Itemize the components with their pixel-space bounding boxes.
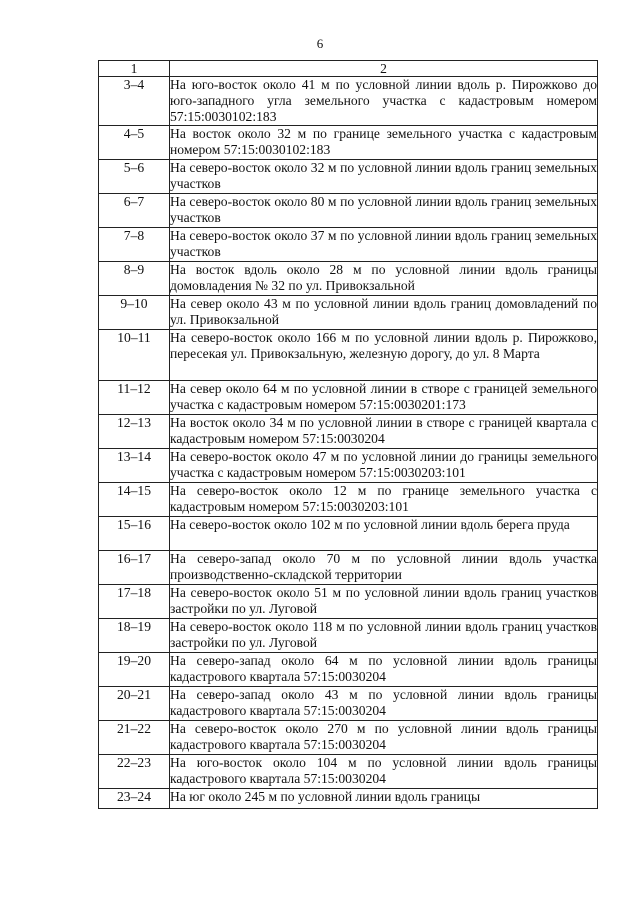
page-number: 6 <box>316 36 324 51</box>
table-row <box>99 160 598 194</box>
boundary-description-table <box>98 60 598 809</box>
table-row <box>99 449 598 483</box>
segment-cell: 19–20 <box>99 653 170 687</box>
description-cell: На северо-восток около 32 м по условной линии вдоль границ земельных участков <box>170 160 598 194</box>
segment-cell: 15–16 <box>99 517 170 551</box>
description-cell: На северо-запад около 64 м по условной линии вдоль границы кадастрового квартала 57:15:0030204 <box>170 653 598 687</box>
table-row <box>99 619 598 653</box>
table-row <box>99 721 598 755</box>
table-row <box>99 755 598 789</box>
description-cell: На северо-запад около 70 м по условной линии вдоль участка производственно-складской территории <box>170 551 598 585</box>
description-cell: На север около 43 м по условной линии вдоль границ домовладений по ул. Привокзальной <box>170 296 598 330</box>
segment-cell: 4–5 <box>99 126 170 160</box>
description-cell: На восток вдоль около 28 м по условной линии вдоль границы домовладения № 32 по ул. Привокзальной <box>170 262 598 296</box>
table-row <box>99 483 598 517</box>
segment-cell: 10–11 <box>99 330 170 381</box>
description-cell: На восток около 32 м по границе земельного участка с кадастровым номером 57:15:0030102:183 <box>170 126 598 160</box>
description-cell: На северо-восток около 12 м по границе земельного участка с кадастровым номером 57:15:0030203:101 <box>170 483 598 517</box>
description-cell: На северо-восток около 118 м по условной линии вдоль границ участков застройки по ул. Луговой <box>170 619 598 653</box>
table-row <box>99 194 598 228</box>
table-row <box>99 551 598 585</box>
table-row <box>99 330 598 381</box>
description-cell: На северо-запад около 43 м по условной линии вдоль границы кадастрового квартала 57:15:0030204 <box>170 687 598 721</box>
segment-cell: 13–14 <box>99 449 170 483</box>
segment-cell: 21–22 <box>99 721 170 755</box>
table-row <box>99 687 598 721</box>
table-row <box>99 415 598 449</box>
description-cell: На юг около 245 м по условной линии вдоль границы <box>170 789 598 809</box>
segment-cell: 16–17 <box>99 551 170 585</box>
column-header-segment: 1 <box>99 61 170 77</box>
table-header-row <box>99 61 598 77</box>
table-row <box>99 653 598 687</box>
table-row <box>99 789 598 809</box>
segment-cell: 9–10 <box>99 296 170 330</box>
description-cell: На северо-восток около 51 м по условной линии вдоль границ участков застройки по ул. Луговой <box>170 585 598 619</box>
segment-cell: 5–6 <box>99 160 170 194</box>
segment-cell: 18–19 <box>99 619 170 653</box>
description-cell: На восток около 34 м по условной линии в створе с границей квартала с кадастровым номером 57:15:0030204 <box>170 415 598 449</box>
segment-cell: 22–23 <box>99 755 170 789</box>
segment-cell: 7–8 <box>99 228 170 262</box>
column-header-description: 2 <box>170 61 598 77</box>
description-cell: На северо-восток около 270 м по условной линии вдоль границы кадастрового квартала 57:15:0030204 <box>170 721 598 755</box>
description-cell: На северо-восток около 47 м по условной линии до границы земельного участка с кадастровым номером 57:15:0030203:101 <box>170 449 598 483</box>
table-row <box>99 381 598 415</box>
description-cell: На северо-восток около 80 м по условной линии вдоль границ земельных участков <box>170 194 598 228</box>
description-cell: На север около 64 м по условной линии в створе с границей земельного участка с кадастровым номером 57:15:0030201:173 <box>170 381 598 415</box>
segment-cell: 8–9 <box>99 262 170 296</box>
segment-cell: 20–21 <box>99 687 170 721</box>
table-row <box>99 126 598 160</box>
table-row <box>99 585 598 619</box>
table-row <box>99 262 598 296</box>
description-cell: На северо-восток около 37 м по условной линии вдоль границ земельных участков <box>170 228 598 262</box>
table-row <box>99 228 598 262</box>
description-cell: На юго-восток около 104 м по условной линии вдоль границы кадастрового квартала 57:15:0030204 <box>170 755 598 789</box>
segment-cell: 3–4 <box>99 77 170 126</box>
table-row <box>99 77 598 126</box>
description-cell: На северо-восток около 166 м по условной линии вдоль р. Пирожково, пересекая ул. Привокзальную, железную дорогу, до ул. 8 Марта <box>170 330 598 381</box>
description-cell: На северо-восток около 102 м по условной линии вдоль берега пруда <box>170 517 598 551</box>
segment-cell: 6–7 <box>99 194 170 228</box>
segment-cell: 23–24 <box>99 789 170 809</box>
segment-cell: 12–13 <box>99 415 170 449</box>
description-cell: На юго-восток около 41 м по условной линии вдоль р. Пирожково до юго-западного угла земельного участка с кадастровым номером 57:15:0030102:183 <box>170 77 597 124</box>
segment-cell: 11–12 <box>99 381 170 415</box>
segment-cell: 17–18 <box>99 585 170 619</box>
segment-cell: 14–15 <box>99 483 170 517</box>
table-row <box>99 517 598 551</box>
table-row <box>99 296 598 330</box>
